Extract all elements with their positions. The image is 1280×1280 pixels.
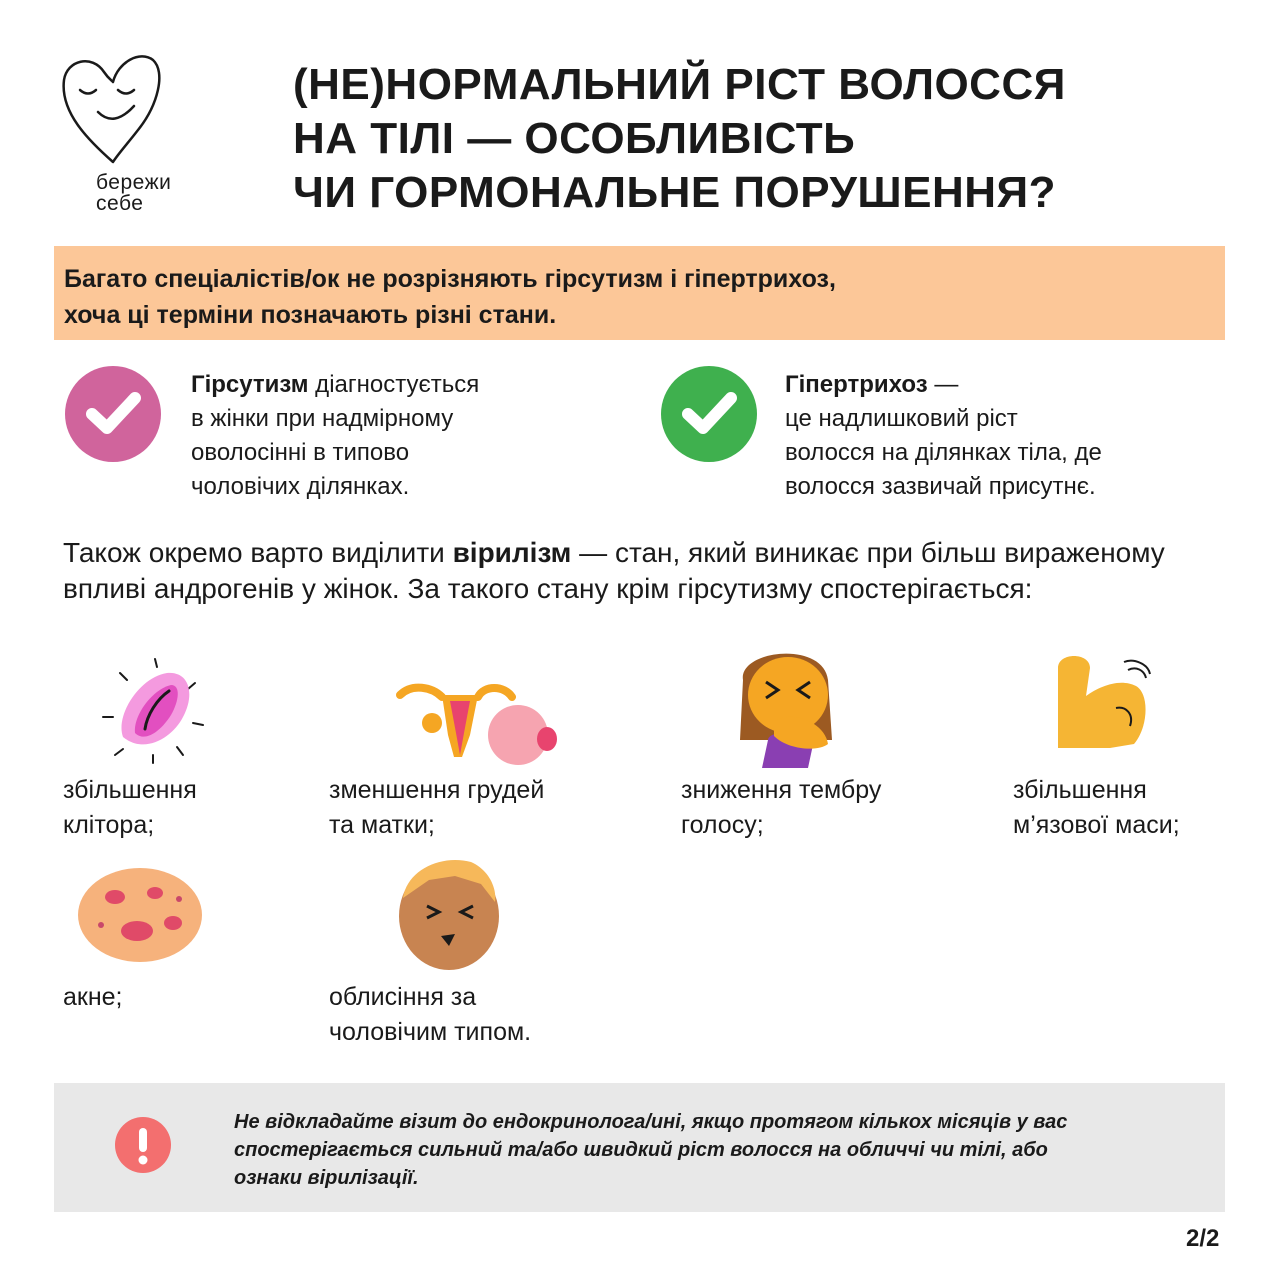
def-text: волосся на ділянках тіла, де: [785, 439, 1102, 466]
symptom-label: голосу;: [681, 811, 764, 839]
page-number: 2/2: [1186, 1225, 1220, 1252]
check-icon: [661, 366, 757, 462]
def-text: чоловічих ділянках.: [191, 473, 410, 500]
acne-skin-icon: [75, 865, 205, 965]
title-line-1: (НЕ)НОРМАЛЬНИЙ РІСТ ВОЛОССЯ: [293, 60, 1066, 109]
definition-hirsutism: [191, 368, 611, 504]
symptom-breast-uterus-reduction: [329, 773, 609, 843]
symptom-label: клітора;: [63, 811, 155, 839]
term-hypertrichosis: Гіпертрихоз: [785, 371, 928, 398]
balding-head-icon: [385, 848, 510, 973]
intro-line-1: Багато спеціалістів/ок не розрізняють гірсутизм і гіпертрихоз,: [64, 265, 836, 293]
symptom-label: акне;: [63, 983, 123, 1011]
flexed-arm-icon: [1050, 648, 1155, 753]
symptom-label: збільшення: [63, 776, 197, 804]
check-icon: [65, 366, 161, 462]
logo-line-1: бережи: [96, 171, 172, 194]
note-line-2: спостерігається сильний та/або швидкий ріст волосся на обличчі чи тілі, або: [234, 1139, 1048, 1161]
symptom-label: м’язової маси;: [1013, 811, 1180, 839]
intro-line-2: хоча ці терміни позначають різні стани.: [64, 301, 557, 329]
symptom-label: облисіння за: [329, 983, 477, 1011]
symptom-clitoral-enlargement: [63, 773, 343, 843]
intro-banner: [54, 246, 1225, 340]
warning-note: [54, 1083, 1225, 1212]
symptom-acne: [63, 980, 343, 1015]
def-text: діагностується: [308, 371, 480, 398]
symptom-label: та матки;: [329, 811, 435, 839]
title-line-3: ЧИ ГОРМОНАЛЬНЕ ПОРУШЕННЯ?: [293, 168, 1057, 217]
symptom-voice-deepening: [681, 773, 961, 843]
def-text: це надлишковий ріст: [785, 405, 1018, 432]
term-virilism: вірилізм: [452, 537, 572, 568]
logo-line-2: себе: [96, 192, 144, 215]
exclamation-icon: [114, 1116, 172, 1174]
note-line-3: ознаки вірилізації.: [234, 1167, 419, 1189]
def-text: —: [927, 371, 959, 398]
symptom-label: зниження тембру: [681, 776, 882, 804]
virilism-text: — стан, який виникає при більш вираженому впливі андрогенів у жінок. За такого стану крім гірсутизму спостерігається:: [63, 537, 1165, 604]
def-text: волосся зазвичай присутнє.: [785, 473, 1096, 500]
definition-hypertrichosis: [785, 368, 1225, 504]
virilism-paragraph: [63, 535, 1223, 607]
brand-logo: [58, 50, 218, 220]
symptom-label: зменшення грудей: [329, 776, 545, 804]
symptom-muscle-increase: [1013, 773, 1273, 843]
vulva-icon: [95, 655, 215, 770]
page-title: [293, 58, 1233, 220]
def-text: оволосінні в типово: [191, 439, 410, 466]
note-line-1: Не відкладайте візит до ендокринолога/ині, якщо протягом кількох місяців у вас: [234, 1111, 1068, 1133]
virilism-text: Також окремо варто виділити: [63, 537, 453, 568]
heart-face-icon: [58, 50, 168, 170]
symptom-male-pattern-baldness: [329, 980, 609, 1050]
title-line-2: НА ТІЛІ — ОСОБЛИВІСТЬ: [293, 114, 856, 163]
symptom-label: збільшення: [1013, 776, 1147, 804]
coughing-person-icon: [728, 640, 843, 775]
uterus-breast-icon: [392, 665, 562, 765]
symptom-label: чоловічим типом.: [329, 1018, 532, 1046]
term-hirsutism: Гірсутизм: [191, 371, 309, 398]
def-text: в жінки при надмірному: [191, 405, 454, 432]
